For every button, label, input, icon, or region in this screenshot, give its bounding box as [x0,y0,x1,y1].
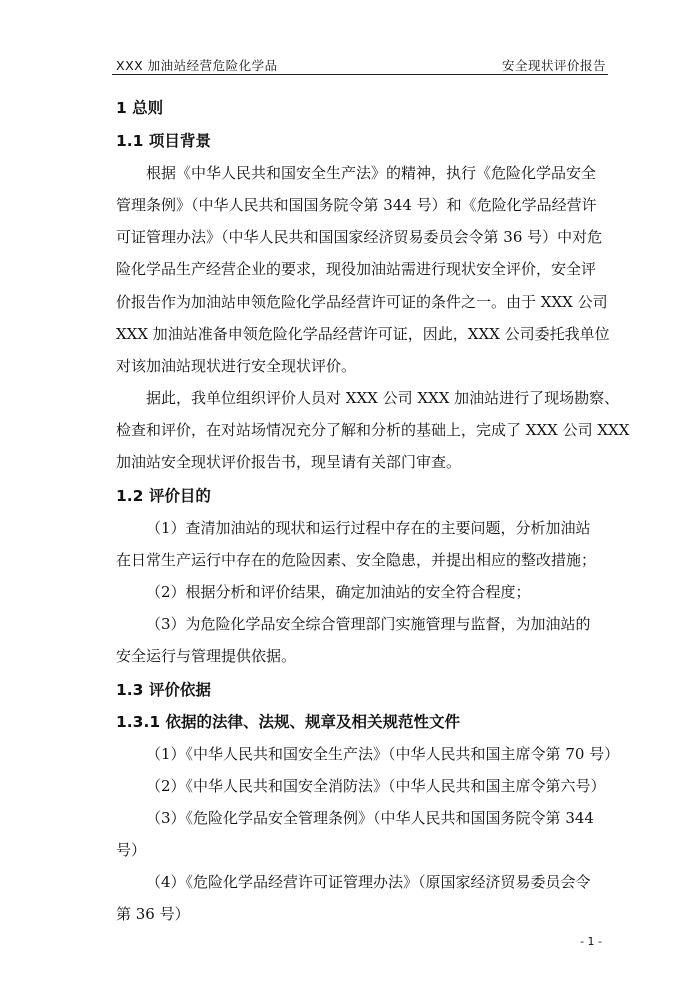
list-item-line: （2）根据分析和评价结果，确定加油站的安全符合程度； [146,583,531,601]
heading-1-3: 1.3 评价依据 [116,681,211,699]
paragraph-line: 对该加油站现状进行安全现状评价。 [116,357,357,375]
reference-item-line: （4）《危险化学品经营许可证管理办法》（原国家经济贸易委员会令 [146,873,591,891]
reference-item-line: （3）《危险化学品安全管理条例》（中华人民共和国国务院令第 344 [146,809,594,827]
heading-1-3-1: 1.3.1 依据的法律、法规、规章及相关规范性文件 [116,713,461,731]
heading-1: 1 总则 [116,99,164,117]
paragraph-line: 险化学品生产经营企业的要求，现役加油站需进行现状安全评价，安全评 [116,260,597,278]
paragraph-line: 加油站安全现状评价报告书，现呈请有关部门审查。 [116,453,462,471]
paragraph-line: 管理条例》（中华人民共和国国务院令第 344 号）和《危险化学品经营许 [116,196,597,214]
running-header-report: 安全现状评价报告 [501,58,606,73]
paragraph-line: 价报告作为加油站申领危险化学品经营许可证的条件之一。由于 XXX 公司 [116,293,608,311]
heading-1-1: 1.1 项目背景 [116,132,211,150]
paragraph-line: XXX 加油站准备申领危险化学品经营许可证，因此，XXX 公司委托我单位 [116,325,610,343]
paragraph-line: 可证管理办法》（中华人民共和国国家经济贸易委员会令第 36 号）中对危 [116,228,603,246]
reference-item-line: 第 36 号） [116,905,190,923]
paragraph-line: 检查和评价，在对站场情况充分了解和分析的基础上，完成了 XXX 公司 XXX [116,421,630,439]
paragraph-line: 据此，我单位组织评价人员对 XXX 公司 XXX 加油站进行了现场勘察、 [146,389,620,407]
list-item-line: 安全运行与管理提供依据。 [116,647,297,665]
header-rule [112,74,608,75]
list-item-line: 在日常生产运行中存在的危险因素、安全隐患，并提出相应的整改措施； [116,551,597,569]
reference-item-line: （2）《中华人民共和国安全消防法》（中华人民共和国主席令第六号） [146,777,606,795]
list-item-line: （3）为危险化学品安全综合管理部门实施管理与监督，为加油站的 [146,615,591,633]
running-header-title: XXX 加油站经营危险化学品 [116,58,278,73]
heading-1-2: 1.2 评价目的 [116,487,211,505]
page-number: - 1 - [580,935,602,948]
reference-item-line: （1）《中华人民共和国安全生产法》（中华人民共和国主席令第 70 号） [146,745,620,763]
list-item-line: （1）查清加油站的现状和运行过程中存在的主要问题，分析加油站 [146,519,591,537]
paragraph-line: 根据《中华人民共和国安全生产法》的精神，执行《危险化学品安全 [146,164,597,182]
reference-item-line: 号） [116,841,147,859]
